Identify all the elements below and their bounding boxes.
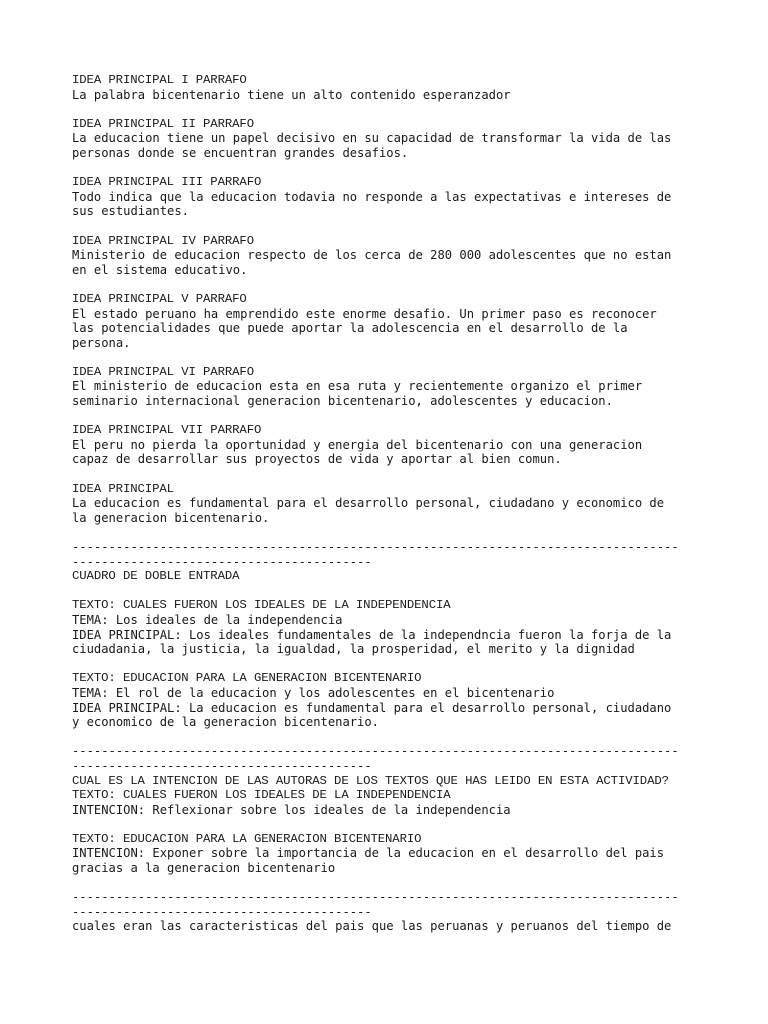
section-idea-6 — [72, 365, 712, 409]
section-heading: IDEA PRINCIPAL VI PARRAFO — [72, 364, 254, 379]
divider-line: ----------------------------------------------------------------------------------- — [72, 540, 679, 554]
intencion-line: INTENCION: Exponer sobre la importancia de la educacion en el desarrollo del pais — [72, 846, 665, 861]
tema-line: TEMA: El rol de la educacion y los adolescentes en el bicentenario — [72, 685, 555, 700]
section-text-line: El peru no pierda la oportunidad y energia del bicentenario con una generacion — [72, 437, 643, 452]
section-text-line: seminario internacional generacion bicentenario, adolescentes y educacion. — [72, 394, 613, 409]
section-heading: IDEA PRINCIPAL V PARRAFO — [72, 291, 247, 306]
section-text-line: personas donde se encuentran grandes desafios. — [72, 145, 409, 160]
section-text-line: persona. — [72, 335, 131, 350]
idea-line: ciudadania, la justicia, la igualdad, la prosperidad, el merito y la dignidad — [72, 642, 635, 657]
section-idea-2 — [72, 117, 712, 161]
section-idea-4 — [72, 234, 712, 278]
section-heading: IDEA PRINCIPAL I PARRAFO — [72, 73, 247, 87]
cuadro-texto-1 — [72, 598, 712, 656]
section-text-line: capaz de desarrollar sus proyectos de vida y aportar al bien comun. — [72, 452, 562, 467]
section-heading: CUADRO DE DOBLE ENTRADA — [72, 569, 240, 584]
section-heading: IDEA PRINCIPAL IV PARRAFO — [72, 233, 254, 248]
texto-label: TEXTO: EDUCACION PARA LA GENERACION BICENTENARIO — [72, 671, 422, 686]
tema-line: TEMA: Los ideales de la independencia — [72, 612, 343, 627]
section-text-line: El ministerio de educacion esta en esa ruta y recientemente organizo el primer — [72, 379, 643, 394]
final-section — [72, 890, 712, 934]
idea-line: y economico de la generacion bicentenario. — [72, 715, 379, 730]
section-idea-5 — [72, 292, 712, 350]
texto-label: TEXTO: CUALES FUERON LOS IDEALES DE LA INDEPENDENCIA — [72, 788, 451, 803]
intencion-texto-2 — [72, 832, 712, 876]
section-text-line: Ministerio de educacion respecto de los cerca de 280 000 adolescentes que no estan — [72, 248, 672, 263]
divider-line: ----------------------------------------------------------------------------------- — [72, 890, 679, 905]
section-text-line: La educacion es fundamental para el desarrollo personal, ciudadano y economico de — [72, 496, 665, 511]
section-text-line: El estado peruano ha emprendido este enorme desafio. Un primer paso es reconocer — [72, 306, 657, 321]
cuadro-texto-2 — [72, 671, 712, 729]
section-text-line: La palabra bicentenario tiene un alto contenido esperanzador — [72, 87, 511, 102]
section-heading: IDEA PRINCIPAL II PARRAFO — [72, 116, 254, 131]
intencion-line: gracias a la generacion bicentenario — [72, 861, 336, 876]
question-heading: CUAL ES LA INTENCION DE LAS AUTORAS DE LOS TEXTOS QUE HAS LEIDO EN ESTA ACTIVIDAD? — [72, 773, 669, 788]
intencion-line: INTENCION: Reflexionar sobre los ideales de la independencia — [72, 802, 511, 817]
cuadro-doble-entrada — [72, 540, 712, 584]
section-text-line: en el sistema educativo. — [72, 262, 248, 277]
section-text-line: La educacion tiene un papel decisivo en su capacidad de transformar la vida de las — [72, 131, 672, 146]
section-heading: IDEA PRINCIPAL III PARRAFO — [72, 175, 262, 190]
section-text-line: las potencialidades que puede aportar la adolescencia en el desarrollo de la — [72, 321, 628, 336]
divider-line: ----------------------------------------- — [72, 904, 372, 919]
section-idea-main — [72, 482, 712, 526]
section-idea-3 — [72, 175, 712, 219]
section-heading: IDEA PRINCIPAL VII PARRAFO — [72, 423, 262, 438]
section-idea-7 — [72, 423, 712, 467]
divider-line: ----------------------------------------- — [72, 554, 372, 569]
section-idea-1 — [72, 73, 712, 102]
section-heading: IDEA PRINCIPAL — [72, 481, 174, 496]
final-question-line: cuales eran las caracteristicas del pais que las peruanas y peruanos del tiempo de — [72, 919, 672, 934]
divider-line: ----------------------------------------------------------------------------------- — [72, 744, 679, 759]
idea-line: IDEA PRINCIPAL: Los ideales fundamentales de la independncia fueron la forja de la — [72, 627, 672, 642]
texto-label: TEXTO: CUALES FUERON LOS IDEALES DE LA INDEPENDENCIA — [72, 598, 451, 613]
section-text-line: sus estudiantes. — [72, 204, 189, 219]
document-page — [72, 73, 712, 949]
texto-label: TEXTO: EDUCACION PARA LA GENERACION BICENTENARIO — [72, 831, 422, 846]
idea-line: IDEA PRINCIPAL: La educacion es fundamental para el desarrollo personal, ciudadano — [72, 700, 672, 715]
section-text-line: la generacion bicentenario. — [72, 510, 270, 525]
section-text-line: Todo indica que la educacion todavia no responde a las expectativas e intereses de — [72, 189, 672, 204]
divider-line: ----------------------------------------- — [72, 758, 372, 773]
intencion-section — [72, 744, 712, 817]
